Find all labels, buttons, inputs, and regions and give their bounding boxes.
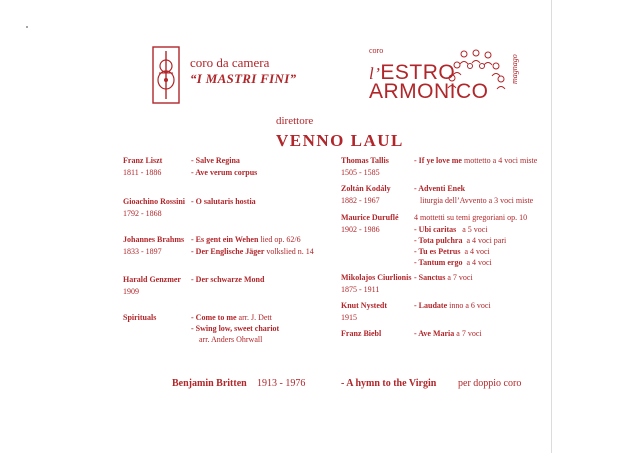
piece-title: - Tantum ergo <box>414 258 463 267</box>
footer-years: 1913 - 1976 <box>257 378 306 389</box>
piece-ave-maria <box>414 328 482 340</box>
years-rossini: 1792 - 1868 <box>123 209 162 218</box>
piece-detail: a 4 voci <box>460 247 490 256</box>
piece-detail: volkslied n. 14 <box>264 247 314 256</box>
director-name: VENNO LAUL <box>276 131 404 150</box>
piece-adventi-enek <box>414 183 465 195</box>
composer-brahms: Johannes Brahms <box>123 235 185 244</box>
composer-rossini: Gioachino Rossini <box>123 197 186 206</box>
piece-title: - Ubi caritas <box>414 225 457 234</box>
piece-title: - Tota pulchra <box>414 236 463 245</box>
piece-schwarze-mond <box>191 274 264 286</box>
piece-adventi-note: liturgia dell’Avvento a 3 voci miste <box>420 196 534 205</box>
piece-arranger: arr. Anders Ohrwall <box>199 335 263 344</box>
footer-piece <box>341 378 436 389</box>
piece-detail: a 4 voci pari <box>462 236 507 245</box>
years-liszt: 1811 - 1886 <box>123 168 162 177</box>
composer-durufle: Maurice Duruflé <box>341 213 399 222</box>
composer-liszt: Franz Liszt <box>123 156 163 165</box>
partner-estro-word: ESTRO <box>380 61 456 84</box>
piece-detail: mottetto a 4 voci miste <box>461 156 538 165</box>
years-durufle: 1902 - 1986 <box>341 225 380 234</box>
composer-ciurlionis: Mikolajos Ciurlionis <box>341 273 412 282</box>
piece-title: - Ave Maria <box>414 329 455 338</box>
piece-sanctus <box>414 272 473 284</box>
partner-place-label: magnago <box>510 54 519 84</box>
piece-title: - Swing low, sweet chariot <box>191 324 280 333</box>
choir-name-line2: “I MASTRI FINI” <box>190 71 297 86</box>
piece-detail: a 4 voci <box>462 258 492 267</box>
piece-title: - O salutaris hostia <box>191 197 256 206</box>
piece-title: - Der schwarze Mond <box>191 275 265 284</box>
piece-tantum-ergo <box>414 257 492 269</box>
piece-es-gent <box>191 234 301 246</box>
years-kodaly: 1882 - 1967 <box>341 196 380 205</box>
composer-nystedt: Knut Nystedt <box>341 301 388 310</box>
director-label: direttore <box>276 115 314 127</box>
piece-title: - Come to me <box>191 313 237 322</box>
years-nystedt: 1915 <box>341 313 357 322</box>
composer-spirituals: Spirituals <box>123 313 157 322</box>
piece-title: - Laudate <box>414 301 448 310</box>
choir-name-line1: coro da camera <box>190 55 270 70</box>
page-edge-line <box>551 0 552 453</box>
footer-composer <box>172 378 247 389</box>
piece-englische-jager <box>191 246 314 258</box>
piece-o-salutaris <box>191 196 256 208</box>
piece-title: - Tu es Petrus <box>414 247 461 256</box>
years-brahms: 1833 - 1897 <box>123 247 162 256</box>
partner-l-letter: l’ <box>369 64 381 83</box>
durufle-intro: 4 mottetti su temi gregoriani op. 10 <box>414 213 528 222</box>
scan-speck <box>26 26 28 28</box>
piece-title: - Salve Regina <box>191 156 240 165</box>
piece-detail: a 7 voci <box>445 273 473 282</box>
years-genzmer: 1909 <box>123 287 139 296</box>
composer-tallis: Thomas Tallis <box>341 156 389 165</box>
piece-title: - Ave verum corpus <box>191 168 258 177</box>
piece-laudate <box>414 300 491 312</box>
piece-ave-verum <box>191 167 257 179</box>
composer-kodaly: Zoltán Kodály <box>341 184 391 193</box>
piece-detail: arr. J. Dett <box>236 313 272 322</box>
piece-title: - Adventi Enek <box>414 184 466 193</box>
piece-title: - If ye love me <box>414 156 462 165</box>
singers-arch-icon <box>440 48 512 107</box>
mastri-fini-logo-icon <box>152 46 180 109</box>
partner-coro-label: coro <box>369 46 384 55</box>
footer-composer-name: Benjamin Britten <box>172 378 247 389</box>
years-tallis: 1505 - 1585 <box>341 168 380 177</box>
piece-title: - Der Englische Jäger <box>191 247 265 256</box>
piece-title: - Es gent ein Wehen <box>191 235 259 244</box>
composer-genzmer: Harald Genzmer <box>123 275 181 284</box>
footer-piece-title: - A hymn to the Virgin <box>341 378 437 389</box>
partner-name-line2: ARMONICO <box>369 80 489 103</box>
piece-salve-regina <box>191 155 240 167</box>
piece-if-ye-love-me <box>414 155 537 167</box>
piece-detail: lied op. 62/6 <box>258 235 301 244</box>
piece-detail: a 5 voci <box>456 225 488 234</box>
years-ciurlionis: 1875 - 1911 <box>341 285 380 294</box>
piece-detail: inno a 6 voci <box>447 301 491 310</box>
piece-detail: a 7 voci <box>454 329 482 338</box>
footer-note: per doppio coro <box>458 378 522 389</box>
piece-title: - Sanctus <box>414 273 446 282</box>
composer-biebl: Franz Biebl <box>341 329 382 338</box>
